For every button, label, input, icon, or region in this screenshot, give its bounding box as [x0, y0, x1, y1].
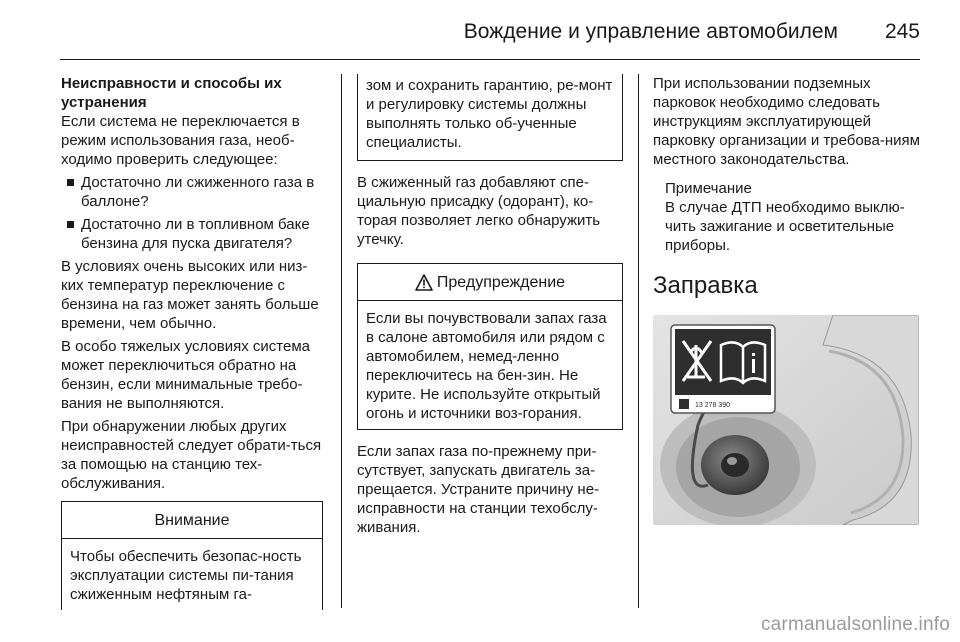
list-item [61, 173, 323, 211]
paragraph-temperature: В условиях очень высоких или низ-ких температур переключение с бензина на газ может занять больше времени, чем обычно. [61, 258, 319, 332]
column-divider-1 [341, 74, 342, 608]
section-title-refuelling: Заправка [653, 272, 758, 299]
column-2 [357, 74, 623, 541]
checklist [61, 173, 323, 253]
caution-text: Чтобы обеспечить безопас-ность эксплуатации системы пи-тания сжиженным нефтяным га- [70, 548, 302, 603]
caution-title: Внимание [62, 502, 322, 539]
caution-box [61, 501, 323, 610]
column-3 [653, 74, 921, 525]
warning-triangle-icon [415, 274, 433, 291]
list-item-text: Достаточно ли сжиженного газа в баллоне? [81, 174, 315, 210]
fuel-filler-photo [653, 315, 919, 525]
photo-label-code: 13 278 390 [695, 402, 731, 409]
paragraph-underground-parking: При использовании подземных парковок необходимо следовать инструкциям эксплуатирующей парковку организации и требова-ниям местного законодательства. [653, 75, 920, 168]
column-1 [61, 74, 323, 610]
bullet-square-icon [67, 179, 74, 186]
page-number: 245 [884, 20, 920, 43]
paragraph-gas-smell: Если запах газа по-прежнему при-сутствует, запускать двигатель за-прещается. Устраните причину не-исправности на станции техобслу-живания. [357, 443, 600, 536]
header-divider [60, 59, 920, 60]
paragraph-intro: Если система не переключается в режим использования газа, необ-ходимо проверить следующее: [61, 113, 300, 168]
warning-title: Предупреждение [436, 273, 566, 291]
warning-text: Если вы почувствовали запах газа в салоне автомобиля или рядом с автомобилем, немед-ленно переключитесь на бен-зин. Не курите. Не используйте открытый огонь и источники воз-горания. [366, 310, 607, 422]
watermark: carmanualsonline.info [760, 614, 950, 635]
bullet-square-icon [67, 221, 74, 228]
note-text: В случае ДТП необходимо выклю-чить зажигание и осветительные приборы. [665, 199, 905, 254]
paragraph-odorant: В сжиженный газ добавляют спе-циальную присадку (одорант), ко-торая позволяет легко обнаружить утечку. [357, 174, 601, 248]
page-header [60, 0, 920, 62]
warning-box [357, 263, 623, 430]
paragraph-other-faults: При обнаружении любых других неисправностей следует обрати-ться за помощью на станцию тех-обслуживания. [61, 418, 322, 492]
section-subhead: Неисправности и способы их устранения [61, 75, 282, 111]
list-item [61, 215, 323, 253]
note-title: Примечание [665, 180, 752, 197]
paragraph-harsh-conditions: В особо тяжелых условиях система может переключиться обратно на бензин, если минимальные требо-вания не выполняются. [61, 338, 311, 412]
note-block [653, 179, 921, 255]
warning-header [358, 264, 622, 301]
fuel-filler-illustration [653, 315, 919, 525]
chapter-title: Вождение и управление автомобилем [463, 20, 838, 43]
column-divider-2 [638, 74, 639, 608]
list-item-text: Достаточно ли в топливном баке бензина для пуска двигателя? [81, 216, 310, 252]
caution-box-continued: зом и сохранить гарантию, ре-монт и регулировку системы должны выполнять только об-ученные специалисты. [357, 74, 623, 161]
